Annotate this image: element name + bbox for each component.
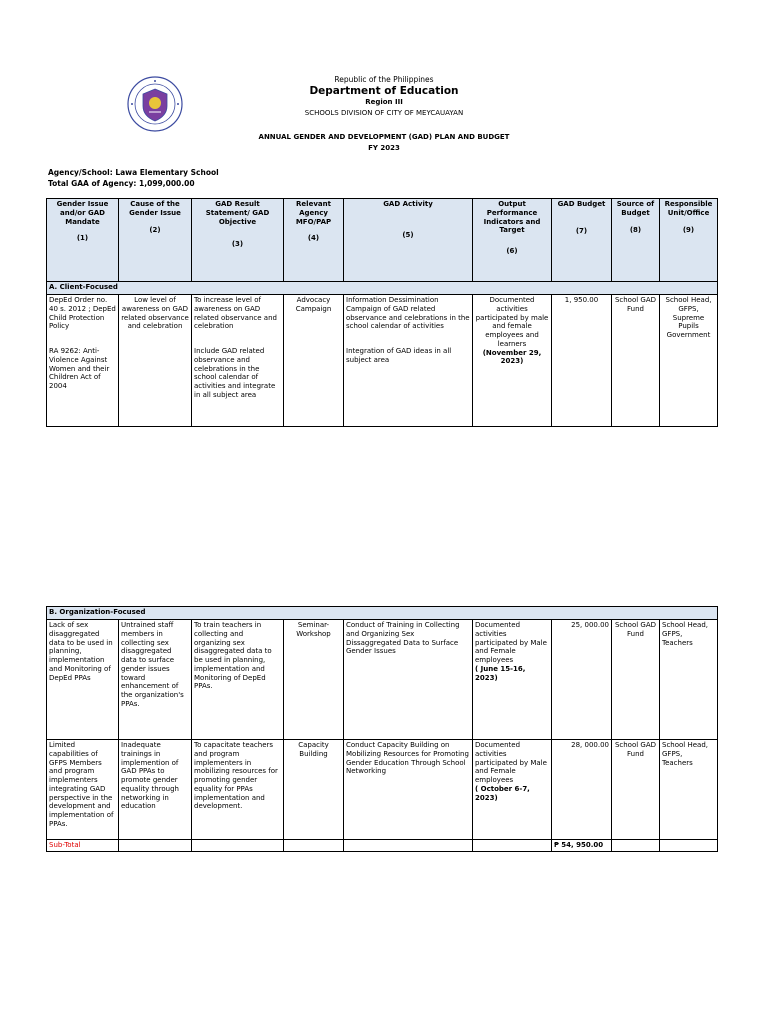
- cell-output: Documented activities participated by Male and Female employees ( June 15-16, 2023): [473, 620, 552, 740]
- col-header-cause: Cause of the Gender Issue (2): [119, 199, 192, 282]
- col-header-source: Source of Budget (8): [612, 199, 660, 282]
- section-row-org: [47, 607, 718, 620]
- table-row: [47, 740, 718, 840]
- cell-cause: Untrained staff members in collecting sex disaggregated data to surface gender issues toward enhancement of the organization's PPAs.: [119, 620, 192, 740]
- col-header-responsible: Responsible Unit/Office (9): [660, 199, 718, 282]
- col-header-budget: GAD Budget (7): [552, 199, 612, 282]
- cell-issue: Lack of sex disaggregated data to be used in planning, implementation and Monitoring of DepEd PPAs: [47, 620, 119, 740]
- cell-objective: To increase level of awareness on GAD related observance and celebration Include GAD related observance and celebrations in the school calendar of activities and integrate in all subject area: [192, 295, 284, 427]
- col-header-issue: Gender Issue and/or GAD Mandate (1): [47, 199, 119, 282]
- empty-cell: [192, 840, 284, 852]
- cell-issue: Limited capabilities of GFPS Members and program implementers integrating GAD perspective in the development and implementation of PPAs.: [47, 740, 119, 840]
- empty-cell: [344, 840, 473, 852]
- table-row: [47, 295, 718, 427]
- cell-responsible: School Head, GFPS, Supreme Pupils Government: [660, 295, 718, 427]
- section-title-client: A. Client-Focused: [47, 282, 718, 295]
- empty-cell: [284, 840, 344, 852]
- agency-school: Agency/School: Lawa Elementary School: [48, 168, 219, 177]
- republic-label: Republic of the Philippines: [334, 75, 434, 84]
- section-title-org: B. Organization-Focused: [47, 607, 718, 620]
- cell-budget: 1, 950.00: [552, 295, 612, 427]
- cell-budget: 25, 000.00: [552, 620, 612, 740]
- cell-source: School GAD Fund: [612, 740, 660, 840]
- cell-objective: To capacitate teachers and program implementers in mobilizing resources for promoting gender equality for PPAs implementation and development.: [192, 740, 284, 840]
- table-row: [47, 620, 718, 740]
- issue-ra-9262: RA 9262: Anti-Violence Against Women and their Children Act of 2004: [49, 347, 110, 390]
- agency-block: [48, 167, 219, 189]
- cell-pap: Capacity Building: [284, 740, 344, 840]
- empty-cell: [660, 840, 718, 852]
- fiscal-year: FY 2023: [368, 144, 400, 152]
- issue-deped-order: DepEd Order no. 40 s. 2012 ; DepEd Child Protection Policy: [49, 296, 116, 331]
- cell-source: School GAD Fund: [612, 620, 660, 740]
- section-row-client: [47, 282, 718, 295]
- col-header-output: Output Performance Indicators and Target (6): [473, 199, 552, 282]
- region-label: Region III: [365, 98, 403, 106]
- cell-cause: Low level of awareness on GAD related observance and celebration: [119, 295, 192, 427]
- division-label: SCHOOLS DIVISION OF CITY OF MEYCAUAYAN: [304, 109, 464, 117]
- cell-objective: To train teachers in collecting and organizing sex disaggregated data to be used in planning, implementation and Monitoring of DepEd PPAs.: [192, 620, 284, 740]
- cell-activity: Conduct of Training in Collecting and Organizing Sex Dissaggregated Data to Surface Gender Issues: [344, 620, 473, 740]
- cell-responsible: School Head, GFPS, Teachers: [660, 620, 718, 740]
- empty-cell: [612, 840, 660, 852]
- gad-plan-table-org: [46, 606, 718, 852]
- column-header-row: [47, 199, 718, 282]
- gad-plan-table-client: [46, 198, 718, 427]
- subtotal-label: Sub-Total: [47, 840, 119, 852]
- cell-issue: [47, 295, 119, 427]
- col-header-activity: GAD Activity (5): [344, 199, 473, 282]
- cell-output: Documented activities participated by Male and Female employees ( October 6-7, 2023): [473, 740, 552, 840]
- total-gaa: Total GAA of Agency: 1,099,000.00: [48, 179, 195, 188]
- document-title: ANNUAL GENDER AND DEVELOPMENT (GAD) PLAN AND BUDGET: [258, 133, 510, 141]
- cell-source: School GAD Fund: [612, 295, 660, 427]
- cell-pap: Seminar-Workshop: [284, 620, 344, 740]
- subtotal-row: [47, 840, 718, 852]
- empty-cell: [119, 840, 192, 852]
- cell-responsible: School Head, GFPS, Teachers: [660, 740, 718, 840]
- cell-pap: Advocacy Campaign: [284, 295, 344, 427]
- subtotal-value: ₱ 54, 950.00: [552, 840, 612, 852]
- cell-activity: Conduct Capacity Building on Mobilizing Resources for Promoting Gender Education Through School Networking: [344, 740, 473, 840]
- cell-budget: 28, 000.00: [552, 740, 612, 840]
- col-header-pap: Relevant Agency MFO/PAP (4): [284, 199, 344, 282]
- cell-cause: Inadequate trainings in implemention of GAD PPAs to promote gender equality through networking in education: [119, 740, 192, 840]
- cell-output: Documented activities participated by male and female employees and learners (November 29, 2023): [473, 295, 552, 427]
- department-title: Department of Education: [309, 85, 459, 97]
- cell-activity: Information Dessimination Campaign of GAD related observance and celebrations in the school calendar of activities Integration of GAD ideas in all subject area: [344, 295, 473, 427]
- empty-cell: [473, 840, 552, 852]
- col-header-objective: GAD Result Statement/ GAD Objective (3): [192, 199, 284, 282]
